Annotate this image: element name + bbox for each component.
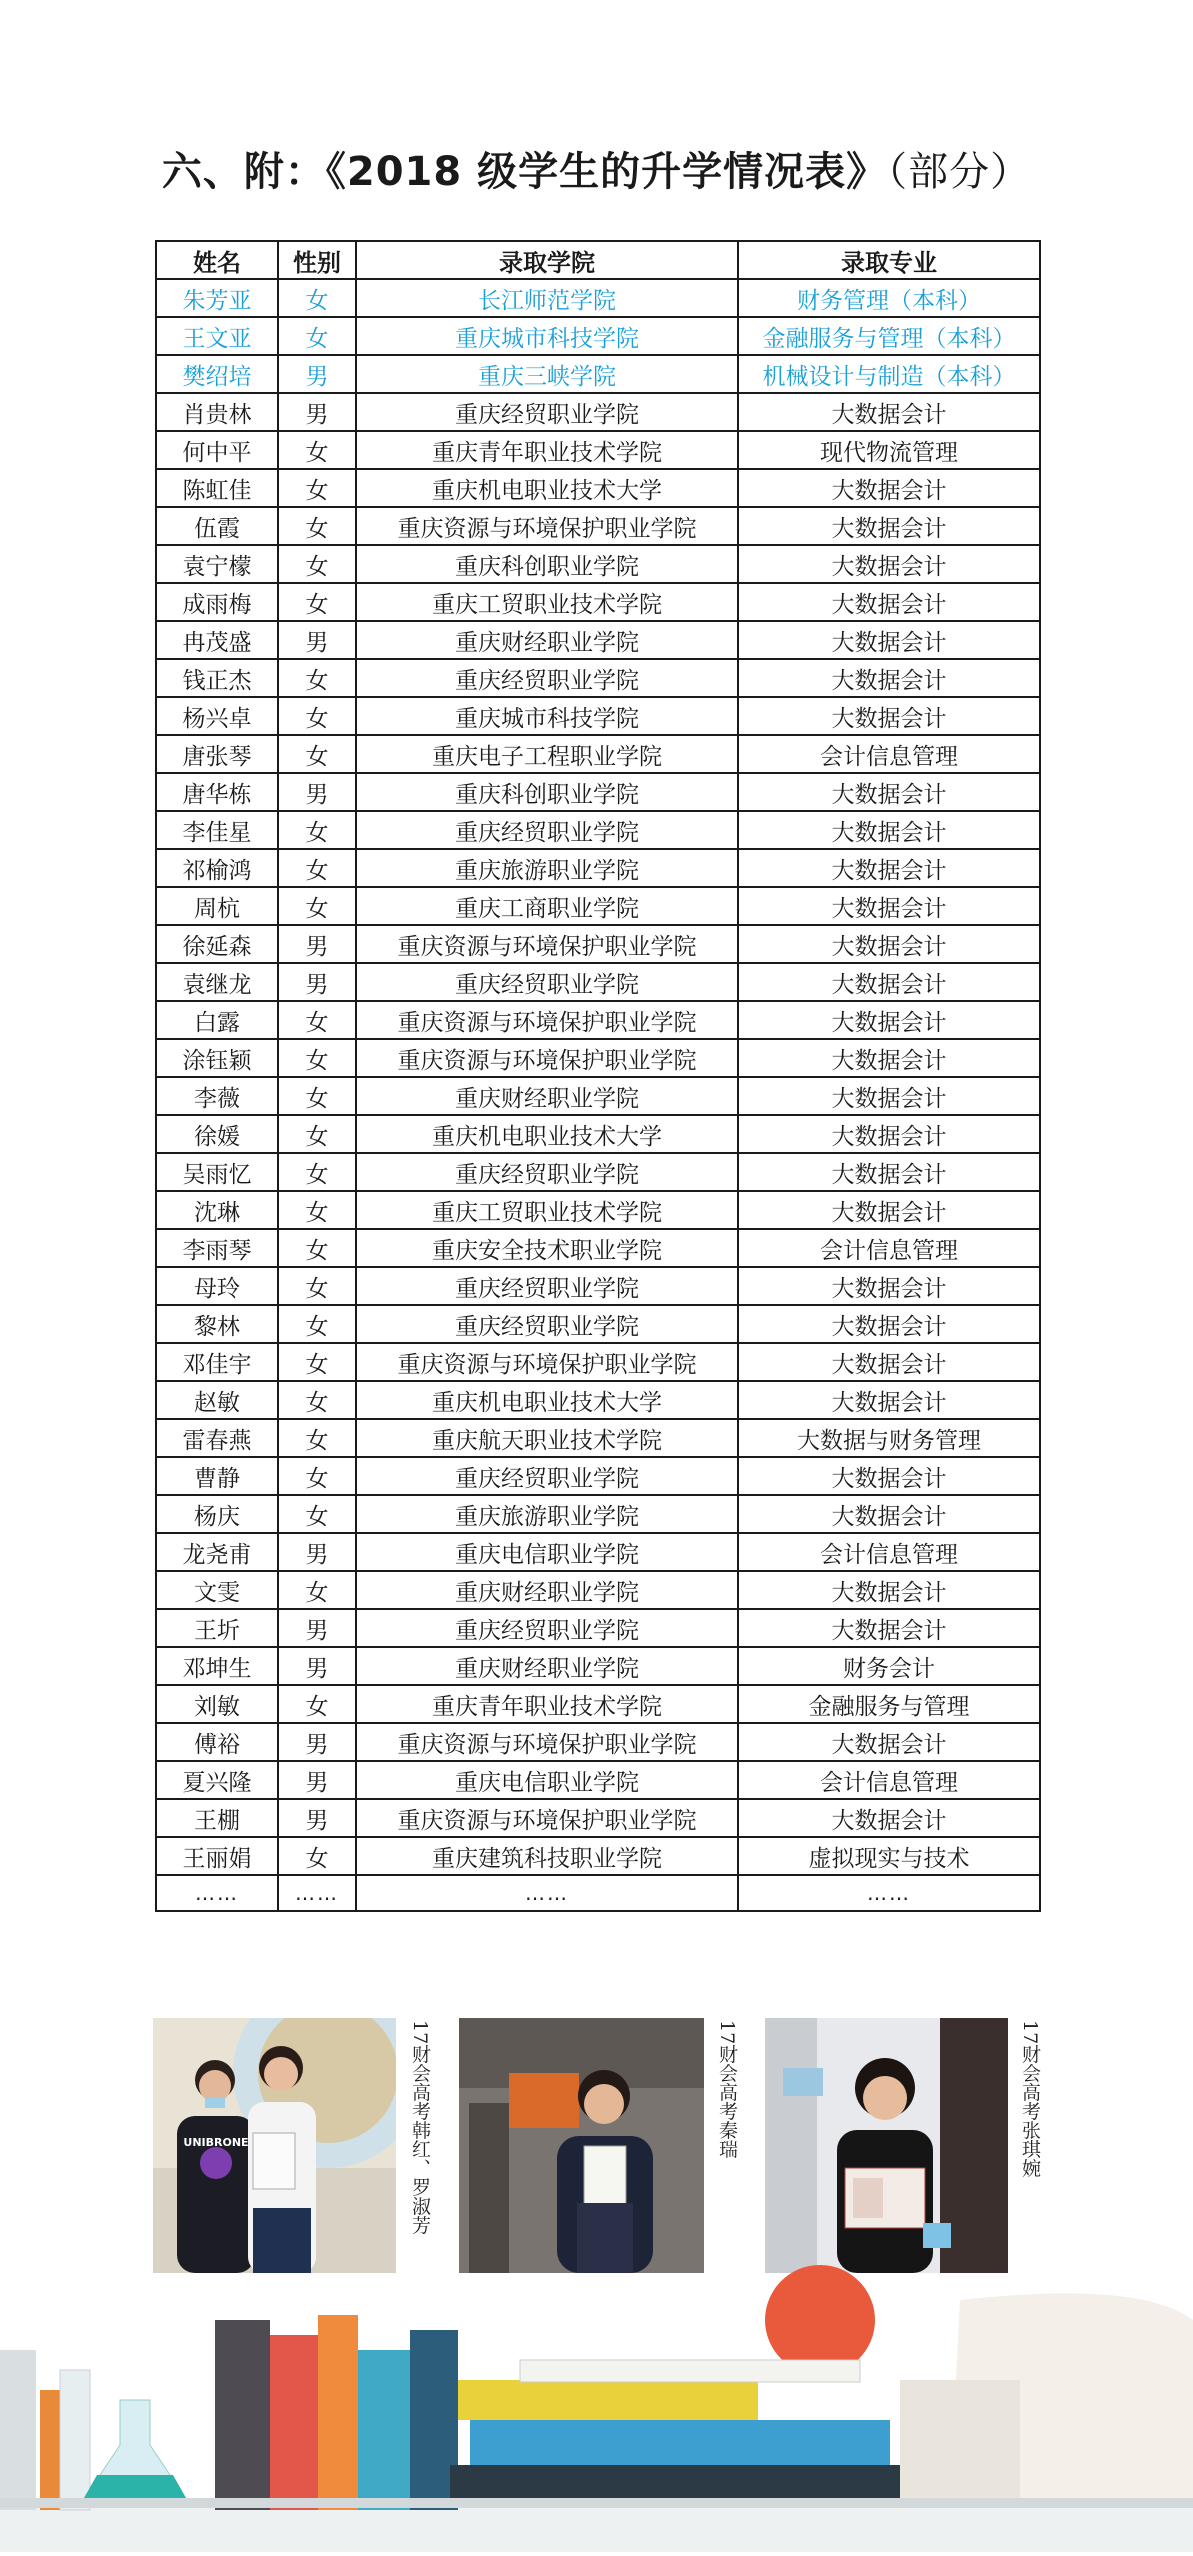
cell-college: 重庆安全技术职业学院 [356,1229,738,1267]
table-row [156,659,1040,697]
shirt-text: UNIBRONE [183,2136,249,2149]
cell-major: 大数据会计 [738,545,1040,583]
cell-college: 重庆资源与环境保护职业学院 [356,1039,738,1077]
cell-major: 大数据会计 [738,811,1040,849]
cell-college: 重庆资源与环境保护职业学院 [356,1799,738,1837]
table-row-highlight [156,317,1040,355]
cell-college: 重庆经贸职业学院 [356,963,738,1001]
cell-college: 重庆建筑科技职业学院 [356,1837,738,1875]
cell-college: 重庆经贸职业学院 [356,1153,738,1191]
cell-name: 肖贵林 [156,393,278,431]
table-row [156,925,1040,963]
cell-college: 重庆城市科技学院 [356,317,738,355]
table-row-highlight [156,355,1040,393]
cell-college: 重庆经贸职业学院 [356,1609,738,1647]
cell-major: 大数据会计 [738,963,1040,1001]
cell-college: 重庆电信职业学院 [356,1761,738,1799]
cell-college: 重庆工贸职业技术学院 [356,583,738,621]
cell-gender: 女 [278,1267,356,1305]
table-row [156,1799,1040,1837]
table-row [156,545,1040,583]
table-row [156,963,1040,1001]
cell-gender: 男 [278,1799,356,1837]
cell-college: 重庆城市科技学院 [356,697,738,735]
table-row [156,1267,1040,1305]
table-row [156,1115,1040,1153]
table-row [156,1153,1040,1191]
page-title [0,140,1193,197]
cell-major: 会计信息管理 [738,1533,1040,1571]
cell-college: 重庆航天职业技术学院 [356,1419,738,1457]
cell-college: 重庆资源与环境保护职业学院 [356,1723,738,1761]
cell-major: 大数据会计 [738,469,1040,507]
cell-name: 徐延森 [156,925,278,963]
cell-name: 文雯 [156,1571,278,1609]
cell-major: 大数据会计 [738,1077,1040,1115]
cell-college: 重庆资源与环境保护职业学院 [356,1001,738,1039]
table-row [156,507,1040,545]
cell-college: 重庆资源与环境保护职业学院 [356,1343,738,1381]
cell-name: 成雨梅 [156,583,278,621]
cell-gender: 男 [278,1609,356,1647]
cell-college: 长江师范学院 [356,279,738,317]
cell-major: 大数据会计 [738,1609,1040,1647]
cell-college: 重庆经贸职业学院 [356,1457,738,1495]
cell-name: 唐华栋 [156,773,278,811]
cell-gender: 女 [278,1457,356,1495]
header-major: 录取专业 [738,241,1040,279]
cell-major: 大数据会计 [738,1115,1040,1153]
cell-major: 财务管理（本科） [738,279,1040,317]
cell-college: 重庆青年职业技术学院 [356,431,738,469]
table-row [156,1495,1040,1533]
cell-college: 重庆财经职业学院 [356,1647,738,1685]
cell-name: 王圻 [156,1609,278,1647]
table-row [156,1685,1040,1723]
cell-name: 冉茂盛 [156,621,278,659]
cell-college: 重庆机电职业技术大学 [356,469,738,507]
cell-major: 大数据会计 [738,583,1040,621]
cell-name: 杨兴卓 [156,697,278,735]
cell-name: 赵敏 [156,1381,278,1419]
table-row-highlight [156,279,1040,317]
cell-major: 虚拟现实与技术 [738,1837,1040,1875]
cell-name: 樊绍培 [156,355,278,393]
cell-major: 大数据会计 [738,621,1040,659]
cell-name: 李佳星 [156,811,278,849]
cell-college: 重庆机电职业技术大学 [356,1115,738,1153]
cell-ellipsis: …… [156,1875,278,1911]
cell-gender: 女 [278,317,356,355]
cell-major: 大数据会计 [738,1001,1040,1039]
cell-college: 重庆旅游职业学院 [356,849,738,887]
cell-ellipsis: …… [356,1875,738,1911]
admission-table [155,240,1041,1912]
cell-college: 重庆科创职业学院 [356,773,738,811]
cell-gender: 女 [278,1077,356,1115]
table-row [156,1001,1040,1039]
cell-major: 大数据会计 [738,1457,1040,1495]
cell-gender: 女 [278,1571,356,1609]
cell-major: 会计信息管理 [738,735,1040,773]
cell-major: 大数据会计 [738,925,1040,963]
books-illustration [0,2260,1193,2552]
photo-2 [459,2018,704,2273]
table-row [156,811,1040,849]
cell-college: 重庆工商职业学院 [356,887,738,925]
cell-college: 重庆资源与环境保护职业学院 [356,925,738,963]
cell-college: 重庆经贸职业学院 [356,1267,738,1305]
cell-gender: 女 [278,469,356,507]
cell-gender: 女 [278,697,356,735]
cell-gender: 男 [278,925,356,963]
cell-gender: 女 [278,545,356,583]
table-row [156,431,1040,469]
cell-name: 钱正杰 [156,659,278,697]
cell-gender: 女 [278,1191,356,1229]
cell-college: 重庆经贸职业学院 [356,811,738,849]
cell-college: 重庆青年职业技术学院 [356,1685,738,1723]
cell-name: 李雨琴 [156,1229,278,1267]
table-row [156,887,1040,925]
cell-gender: 女 [278,1685,356,1723]
cell-gender: 女 [278,659,356,697]
cell-gender: 女 [278,1115,356,1153]
cell-name: 刘敏 [156,1685,278,1723]
cell-gender: 女 [278,431,356,469]
cell-name: 涂钰颖 [156,1039,278,1077]
table-row [156,1229,1040,1267]
cell-major: 会计信息管理 [738,1761,1040,1799]
cell-major: 财务会计 [738,1647,1040,1685]
cell-name: 邓佳宇 [156,1343,278,1381]
title-sub: （部分） [887,149,1032,195]
cell-name: 王文亚 [156,317,278,355]
cell-name: 龙尧甫 [156,1533,278,1571]
cell-name: 周杭 [156,887,278,925]
table-row [156,393,1040,431]
cell-name: 沈琳 [156,1191,278,1229]
table-row [156,1039,1040,1077]
title-main: 六、附：《2018 级学生的升学情况表》 [161,149,888,195]
cell-college: 重庆经贸职业学院 [356,1305,738,1343]
table-row [156,1723,1040,1761]
table-row [156,1533,1040,1571]
cell-name: 徐媛 [156,1115,278,1153]
cell-name: 白露 [156,1001,278,1039]
cell-gender: 男 [278,963,356,1001]
cell-gender: 男 [278,1723,356,1761]
photo-3 [765,2018,1008,2273]
cell-gender: 女 [278,507,356,545]
cell-major: 大数据会计 [738,849,1040,887]
cell-name: 邓坤生 [156,1647,278,1685]
table-header-row [156,241,1040,279]
cell-gender: 女 [278,1153,356,1191]
table-row [156,1191,1040,1229]
cell-name: 夏兴隆 [156,1761,278,1799]
cell-college: 重庆电子工程职业学院 [356,735,738,773]
cell-gender: 男 [278,393,356,431]
photo-2-caption: 17财会高考秦瑞 [716,2020,738,2159]
cell-ellipsis: …… [278,1875,356,1911]
table-row [156,621,1040,659]
cell-name: 袁继龙 [156,963,278,1001]
table-row [156,1419,1040,1457]
cell-major: 机械设计与制造（本科） [738,355,1040,393]
cell-name: 唐张琴 [156,735,278,773]
cell-gender: 女 [278,1039,356,1077]
cell-name: 何中平 [156,431,278,469]
cell-college: 重庆机电职业技术大学 [356,1381,738,1419]
cell-gender: 女 [278,735,356,773]
cell-gender: 女 [278,849,356,887]
cell-college: 重庆财经职业学院 [356,1571,738,1609]
cell-name: 李薇 [156,1077,278,1115]
cell-name: 王棚 [156,1799,278,1837]
cell-major: 会计信息管理 [738,1229,1040,1267]
cell-major: 大数据会计 [738,1267,1040,1305]
cell-name: 王丽娟 [156,1837,278,1875]
table-row [156,773,1040,811]
table-row [156,1571,1040,1609]
table-row [156,583,1040,621]
cell-name: 母玲 [156,1267,278,1305]
cell-name: 曹静 [156,1457,278,1495]
cell-major: 大数据会计 [738,773,1040,811]
cell-ellipsis: …… [738,1875,1040,1911]
cell-major: 大数据与财务管理 [738,1419,1040,1457]
cell-name: 杨庆 [156,1495,278,1533]
cell-gender: 女 [278,1305,356,1343]
cell-gender: 女 [278,887,356,925]
cell-gender: 女 [278,1001,356,1039]
cell-major: 大数据会计 [738,1305,1040,1343]
cell-gender: 女 [278,583,356,621]
cell-major: 大数据会计 [738,659,1040,697]
cell-major: 大数据会计 [738,1723,1040,1761]
table-row [156,1077,1040,1115]
table-row [156,1647,1040,1685]
header-college: 录取学院 [356,241,738,279]
cell-major: 大数据会计 [738,1571,1040,1609]
cell-gender: 女 [278,1495,356,1533]
cell-college: 重庆旅游职业学院 [356,1495,738,1533]
cell-name: 朱芳亚 [156,279,278,317]
cell-college: 重庆电信职业学院 [356,1533,738,1571]
table-row [156,1837,1040,1875]
cell-gender: 女 [278,1419,356,1457]
cell-major: 大数据会计 [738,1495,1040,1533]
cell-gender: 男 [278,355,356,393]
cell-name: 吴雨忆 [156,1153,278,1191]
cell-college: 重庆三峡学院 [356,355,738,393]
cell-college: 重庆资源与环境保护职业学院 [356,507,738,545]
table-row [156,1609,1040,1647]
cell-gender: 女 [278,1343,356,1381]
cell-name: 陈虹佳 [156,469,278,507]
cell-gender: 男 [278,1533,356,1571]
table-row [156,1457,1040,1495]
table-row-ellipsis [156,1875,1040,1911]
cell-major: 金融服务与管理 [738,1685,1040,1723]
cell-major: 金融服务与管理（本科） [738,317,1040,355]
cell-major: 大数据会计 [738,697,1040,735]
cell-gender: 男 [278,773,356,811]
table-row [156,1761,1040,1799]
cell-gender: 男 [278,1647,356,1685]
photo-1-caption: 17财会高考韩红、罗淑芳 [409,2020,431,2235]
cell-name: 袁宁檬 [156,545,278,583]
cell-major: 大数据会计 [738,1381,1040,1419]
table-row [156,1343,1040,1381]
cell-major: 现代物流管理 [738,431,1040,469]
cell-major: 大数据会计 [738,1191,1040,1229]
table-row [156,469,1040,507]
cell-name: 伍霞 [156,507,278,545]
photo-3-caption: 17财会高考张琪婉 [1019,2020,1041,2178]
cell-major: 大数据会计 [738,1039,1040,1077]
cell-gender: 女 [278,811,356,849]
cell-college: 重庆经贸职业学院 [356,393,738,431]
table-row [156,849,1040,887]
cell-gender: 女 [278,1229,356,1267]
cell-gender: 男 [278,621,356,659]
cell-major: 大数据会计 [738,507,1040,545]
cell-major: 大数据会计 [738,393,1040,431]
header-gender: 性别 [278,241,356,279]
cell-gender: 女 [278,1381,356,1419]
table-row [156,735,1040,773]
cell-major: 大数据会计 [738,1153,1040,1191]
cell-college: 重庆财经职业学院 [356,621,738,659]
photo-1 [153,2018,396,2273]
cell-name: 祁榆鸿 [156,849,278,887]
table-row [156,697,1040,735]
table-row [156,1381,1040,1419]
cell-name: 黎林 [156,1305,278,1343]
cell-name: 傅裕 [156,1723,278,1761]
header-name: 姓名 [156,241,278,279]
cell-major: 大数据会计 [738,887,1040,925]
cell-gender: 男 [278,1761,356,1799]
cell-gender: 女 [278,279,356,317]
cell-college: 重庆工贸职业技术学院 [356,1191,738,1229]
cell-gender: 女 [278,1837,356,1875]
cell-major: 大数据会计 [738,1799,1040,1837]
cell-college: 重庆经贸职业学院 [356,659,738,697]
cell-college: 重庆科创职业学院 [356,545,738,583]
cell-major: 大数据会计 [738,1343,1040,1381]
cell-name: 雷春燕 [156,1419,278,1457]
cell-college: 重庆财经职业学院 [356,1077,738,1115]
table-row [156,1305,1040,1343]
